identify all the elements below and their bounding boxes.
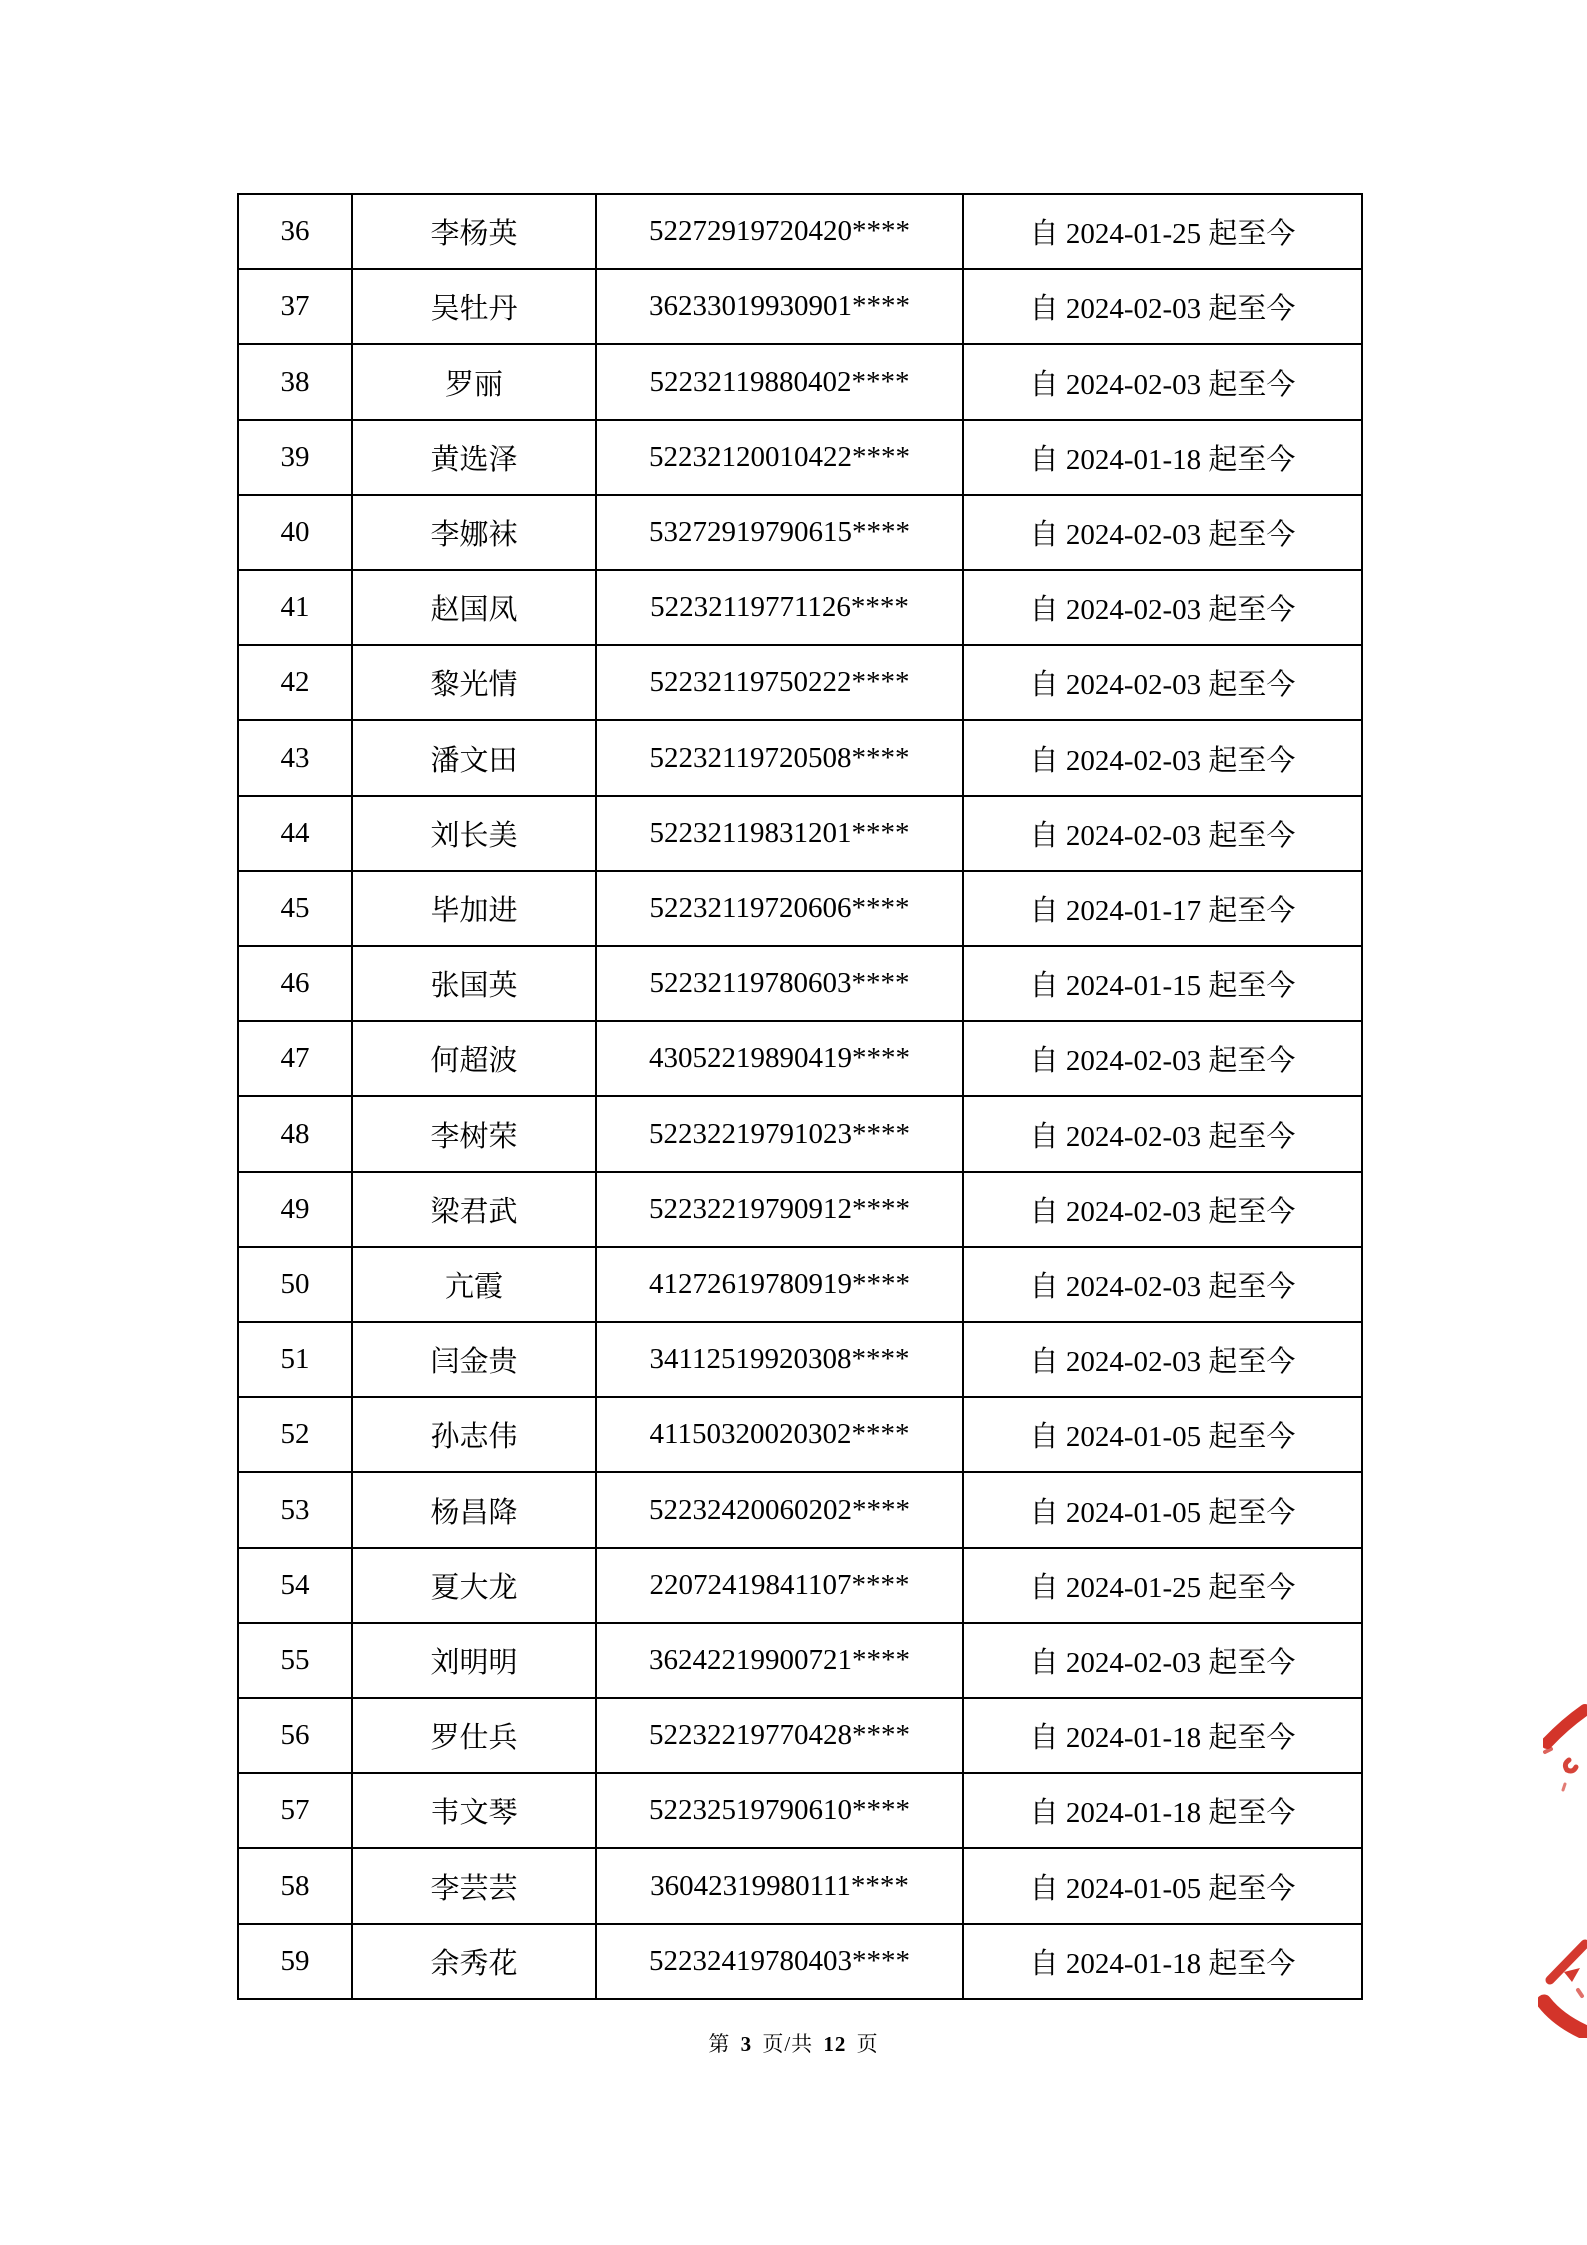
table-row [238,1096,1362,1171]
validity-period: 自 2024-02-03 起至今 [963,1247,1362,1322]
person-name: 亢霞 [352,1247,596,1322]
row-number: 48 [238,1096,352,1171]
id-number: 52232219790912**** [596,1172,963,1247]
row-number: 58 [238,1848,352,1923]
person-name: 何超波 [352,1021,596,1096]
id-number: 36242219900721**** [596,1623,963,1698]
validity-period: 自 2024-01-05 起至今 [963,1472,1362,1547]
table-row [238,570,1362,645]
table-row [238,1773,1362,1848]
person-name: 杨昌降 [352,1472,596,1547]
table-row [238,1021,1362,1096]
person-name: 李杨英 [352,194,596,269]
validity-period: 自 2024-01-18 起至今 [963,1773,1362,1848]
row-number: 47 [238,1021,352,1096]
person-name: 赵国凤 [352,570,596,645]
person-name: 梁君武 [352,1172,596,1247]
person-name: 李树荣 [352,1096,596,1171]
row-number: 46 [238,946,352,1021]
person-name: 张国英 [352,946,596,1021]
id-number: 36233019930901**** [596,269,963,344]
person-name: 吴牡丹 [352,269,596,344]
person-name: 夏大龙 [352,1548,596,1623]
validity-period: 自 2024-02-03 起至今 [963,570,1362,645]
id-number: 43052219890419**** [596,1021,963,1096]
id-number: 52232119780603**** [596,946,963,1021]
validity-period: 自 2024-02-03 起至今 [963,495,1362,570]
id-number: 52232119750222**** [596,645,963,720]
validity-period: 自 2024-01-25 起至今 [963,1548,1362,1623]
person-name: 黄选泽 [352,420,596,495]
table-row [238,1472,1362,1547]
id-number: 52272919720420**** [596,194,963,269]
person-name: 毕加进 [352,871,596,946]
table-row [238,1247,1362,1322]
person-name: 李芸芸 [352,1848,596,1923]
id-number: 52232119720508**** [596,720,963,795]
id-number: 52232219791023**** [596,1096,963,1171]
id-number: 52232119831201**** [596,796,963,871]
table-row [238,1548,1362,1623]
footer-current-page: 3 [740,2032,753,2056]
table-row [238,1623,1362,1698]
validity-period: 自 2024-02-03 起至今 [963,1322,1362,1397]
table-row [238,1172,1362,1247]
validity-period: 自 2024-02-03 起至今 [963,1096,1362,1171]
validity-period: 自 2024-01-17 起至今 [963,871,1362,946]
validity-period: 自 2024-02-03 起至今 [963,1172,1362,1247]
roster-table [237,193,1363,2000]
row-number: 56 [238,1698,352,1773]
validity-period: 自 2024-02-03 起至今 [963,796,1362,871]
id-number: 52232419780403**** [596,1924,963,1999]
row-number: 55 [238,1623,352,1698]
row-number: 51 [238,1322,352,1397]
validity-period: 自 2024-02-03 起至今 [963,1021,1362,1096]
footer-separator: 页/共 [762,2032,814,2056]
validity-period: 自 2024-02-03 起至今 [963,645,1362,720]
row-number: 41 [238,570,352,645]
id-number: 52232519790610**** [596,1773,963,1848]
row-number: 38 [238,344,352,419]
validity-period: 自 2024-02-03 起至今 [963,269,1362,344]
table-row [238,420,1362,495]
id-number: 34112519920308**** [596,1322,963,1397]
row-number: 57 [238,1773,352,1848]
person-name: 孙志伟 [352,1397,596,1472]
person-name: 黎光情 [352,645,596,720]
footer-total-pages: 12 [823,2032,847,2056]
row-number: 50 [238,1247,352,1322]
row-number: 49 [238,1172,352,1247]
table-row [238,1848,1362,1923]
row-number: 37 [238,269,352,344]
id-number: 36042319980111**** [596,1848,963,1923]
id-number: 53272919790615**** [596,495,963,570]
page-number-footer [0,2028,1587,2058]
table-row [238,946,1362,1021]
id-number: 52232119880402**** [596,344,963,419]
row-number: 43 [238,720,352,795]
person-name: 刘明明 [352,1623,596,1698]
id-number: 22072419841107**** [596,1548,963,1623]
table-row [238,1698,1362,1773]
id-number: 52232219770428**** [596,1698,963,1773]
id-number: 52232420060202**** [596,1472,963,1547]
validity-period: 自 2024-01-05 起至今 [963,1848,1362,1923]
person-name: 刘长美 [352,796,596,871]
validity-period: 自 2024-02-03 起至今 [963,344,1362,419]
row-number: 59 [238,1924,352,1999]
id-number: 41272619780919**** [596,1247,963,1322]
row-number: 44 [238,796,352,871]
validity-period: 自 2024-01-05 起至今 [963,1397,1362,1472]
table-row [238,1924,1362,1999]
row-number: 39 [238,420,352,495]
table-row [238,796,1362,871]
id-number: 52232120010422**** [596,420,963,495]
red-seal-fragment-icon [1543,1700,1587,1795]
validity-period: 自 2024-01-15 起至今 [963,946,1362,1021]
table-row [238,194,1362,269]
table-row [238,495,1362,570]
person-name: 韦文琴 [352,1773,596,1848]
table-row [238,645,1362,720]
row-number: 54 [238,1548,352,1623]
id-number: 41150320020302**** [596,1397,963,1472]
id-number: 52232119720606**** [596,871,963,946]
footer-prefix: 第 [708,2032,731,2056]
person-name: 罗仕兵 [352,1698,596,1773]
row-number: 53 [238,1472,352,1547]
table-row [238,720,1362,795]
footer-suffix: 页 [856,2032,879,2056]
red-seal-fragment-icon [1538,1938,1587,2038]
row-number: 36 [238,194,352,269]
person-name: 余秀花 [352,1924,596,1999]
row-number: 45 [238,871,352,946]
person-name: 潘文田 [352,720,596,795]
table-row [238,1397,1362,1472]
validity-period: 自 2024-02-03 起至今 [963,720,1362,795]
person-name: 罗丽 [352,344,596,419]
validity-period: 自 2024-02-03 起至今 [963,1623,1362,1698]
table-row [238,344,1362,419]
table-row [238,871,1362,946]
validity-period: 自 2024-01-25 起至今 [963,194,1362,269]
row-number: 40 [238,495,352,570]
table-row [238,269,1362,344]
validity-period: 自 2024-01-18 起至今 [963,1698,1362,1773]
person-name: 闫金贵 [352,1322,596,1397]
row-number: 52 [238,1397,352,1472]
person-name: 李娜袜 [352,495,596,570]
table-row [238,1322,1362,1397]
validity-period: 自 2024-01-18 起至今 [963,1924,1362,1999]
row-number: 42 [238,645,352,720]
id-number: 52232119771126**** [596,570,963,645]
validity-period: 自 2024-01-18 起至今 [963,420,1362,495]
